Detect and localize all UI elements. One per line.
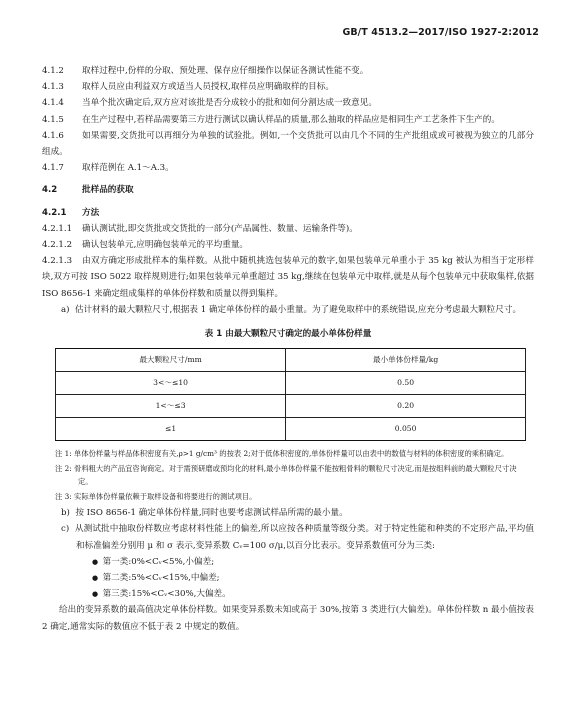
clause-number: 4.1.6 xyxy=(42,130,64,141)
bullet-text: 第三类:15%<Cᵥ<30%,大偏差。 xyxy=(102,589,231,600)
table-row xyxy=(56,418,526,441)
table-note xyxy=(55,462,526,488)
clause-text: 如果需要,交货批可以再细分为单独的试验批。例如,一个交货批可以由几个不同的生产批组成或可被视为独立的几部分组成。 xyxy=(42,130,534,158)
list-item-b: b) 按 ISO 8656-1 确定单体份样量,同时也要考虑测试样品所需的最小量。 xyxy=(61,508,348,519)
note-label: 注 2: xyxy=(55,464,72,474)
clause-number: 4.1.4 xyxy=(42,98,64,109)
table-cell: 3<～≤10 xyxy=(56,372,286,395)
clause xyxy=(42,95,534,111)
clauses-4-2-1 xyxy=(42,221,534,302)
table-cell: 0.50 xyxy=(286,372,526,395)
standard-code-header: GB/T 4513.2—2017/ISO 1927-2:2012 xyxy=(342,27,539,38)
note-text: 单体份样量与样品体积密度有关,ρ>1 g/cm³ 的按表 2;对于低体积密度的,单体份样量可以由表中的数值与材料的体积密度的乘积确定。 xyxy=(74,449,509,459)
table-1-caption: 表 1 由最大颗粒尺寸确定的最小单体份样量 xyxy=(204,329,372,340)
clause-number: 4.1.7 xyxy=(42,163,64,174)
list-item-c: c) 从测试批中抽取份样数应考虑材料性能上的偏差,所以应按各种质量等级分类。对于特定性能和种类的不定形产品,平均值和标准偏差分别用 μ 和 σ 表示,变异系数 Cᵥ=100 σ/μ,以百分比表示。变异系数值可分为三类: xyxy=(61,524,534,551)
table-body xyxy=(56,372,526,441)
bullet-item xyxy=(42,570,534,586)
bullet-dot-icon: ● xyxy=(92,574,103,583)
table-row xyxy=(56,395,526,418)
clauses-4-1 xyxy=(42,63,534,176)
bullet-dot-icon: ● xyxy=(92,590,103,599)
clause-text: 取样人员应由利益双方或适当人员授权,取样员应明确取样的目标。 xyxy=(82,82,334,93)
table-cell: ≤1 xyxy=(56,418,286,441)
clause-number: 4.2.1.2 xyxy=(42,240,73,251)
table-header-cell: 最小单体份样量/kg xyxy=(286,349,526,372)
table-header-row xyxy=(56,349,526,372)
clause-text: 确认测试批,即交货批或交货批的一部分(产品属性、数量、运输条件等)。 xyxy=(82,223,358,234)
table-notes xyxy=(55,447,526,503)
table-cell: 0.20 xyxy=(286,395,526,418)
table-cell: 1<～≤3 xyxy=(56,395,286,418)
note-label: 注 1: xyxy=(55,449,72,459)
bullet-item xyxy=(42,554,534,570)
clause-text: 取样过程中,份样的分取、预处理、保存应仔细操作以保证各测试性能不变。 xyxy=(82,66,369,76)
bullet-item xyxy=(42,586,534,602)
list-item-a: a) 估计材料的最大颗粒尺寸,根据表 1 确定单体份样的最小重量。为了避免取样中的系统错误,应充分考虑最大颗粒尺寸。 xyxy=(61,304,522,315)
clause xyxy=(42,237,534,253)
clause-number: 4.1.3 xyxy=(42,82,64,93)
note-text: 骨料粗大的产品宜咨询商定。对于需预研磨或预均化的材料,最小单体份样量不能按粗骨料的颗粒尺寸决定,而是按组料前的最大颗粒尺寸决定。 xyxy=(74,464,517,487)
variation-class-list xyxy=(42,554,534,603)
bullet-dot-icon: ● xyxy=(92,557,103,566)
table-cell: 0.050 xyxy=(286,418,526,441)
table-note xyxy=(55,490,526,503)
table-1 xyxy=(55,348,526,441)
clause xyxy=(42,221,534,237)
clause-text: 由双方确定形成批样本的集样数。从批中随机挑选包装单元的数字,如果包装单元单重小于 35 kg 被认为相当于定形样块,双方可按 ISO 5022 取样规则进行;如果包装单元单重超过 35 kg,继续在包装单元中取样,就是从每个包装单元中获取集样,依据 ISO 8656-1 来确定组成集样的单体份样数和质量以得到集样。 xyxy=(42,256,534,299)
clause xyxy=(42,160,534,176)
clause-number: 4.1.5 xyxy=(42,114,64,125)
document-body xyxy=(42,63,534,635)
bullet-text: 第二类:5%<Cᵥ<15%,中偏差; xyxy=(102,573,220,584)
section-heading-4-2: 4.2 批样品的获取 xyxy=(42,185,134,196)
clause-text: 取样范例在 A.1～A.3。 xyxy=(82,163,174,174)
clause xyxy=(42,63,534,79)
clause-number: 4.1.2 xyxy=(42,66,64,76)
note-text: 实际单体份样量依赖于取样设备和将要进行的测试项目。 xyxy=(74,492,257,502)
clause xyxy=(42,128,534,160)
bullet-text: 第一类:0%<Cᵥ<5%,小偏差; xyxy=(102,556,215,567)
clause xyxy=(42,253,534,302)
note-label: 注 3: xyxy=(55,492,72,502)
clause-number: 4.2.1.3 xyxy=(42,256,73,267)
section-heading-4-2-1: 4.2.1 方法 xyxy=(42,207,100,218)
clause xyxy=(42,112,534,128)
clause-text: 在生产过程中,若样品需要第三方进行测试以确认样品的质量,那么抽取的样品应是相同生产工艺条件下生产的。 xyxy=(82,114,500,125)
table-header-cell: 最大颗粒尺寸/mm xyxy=(56,349,286,372)
table-row xyxy=(56,372,526,395)
clause xyxy=(42,79,534,95)
clause-text: 当单个批次确定后,双方应对该批是否分成较小的批和如何分割达成一致意见。 xyxy=(82,98,377,109)
table-note xyxy=(55,447,526,460)
clause-text: 确认包装单元,应明确包装单元的平均重量。 xyxy=(82,240,249,251)
closing-paragraph: 给出的变异系数的最高值决定单体份样数。如果变异系数未知或高于 30%,按第 3 类进行(大偏差)。单体份样数 n 最小值按表 2 确定,通常实际的数值应不低于表 2 中规定的数值。 xyxy=(42,605,534,632)
clause-number: 4.2.1.1 xyxy=(42,223,73,234)
